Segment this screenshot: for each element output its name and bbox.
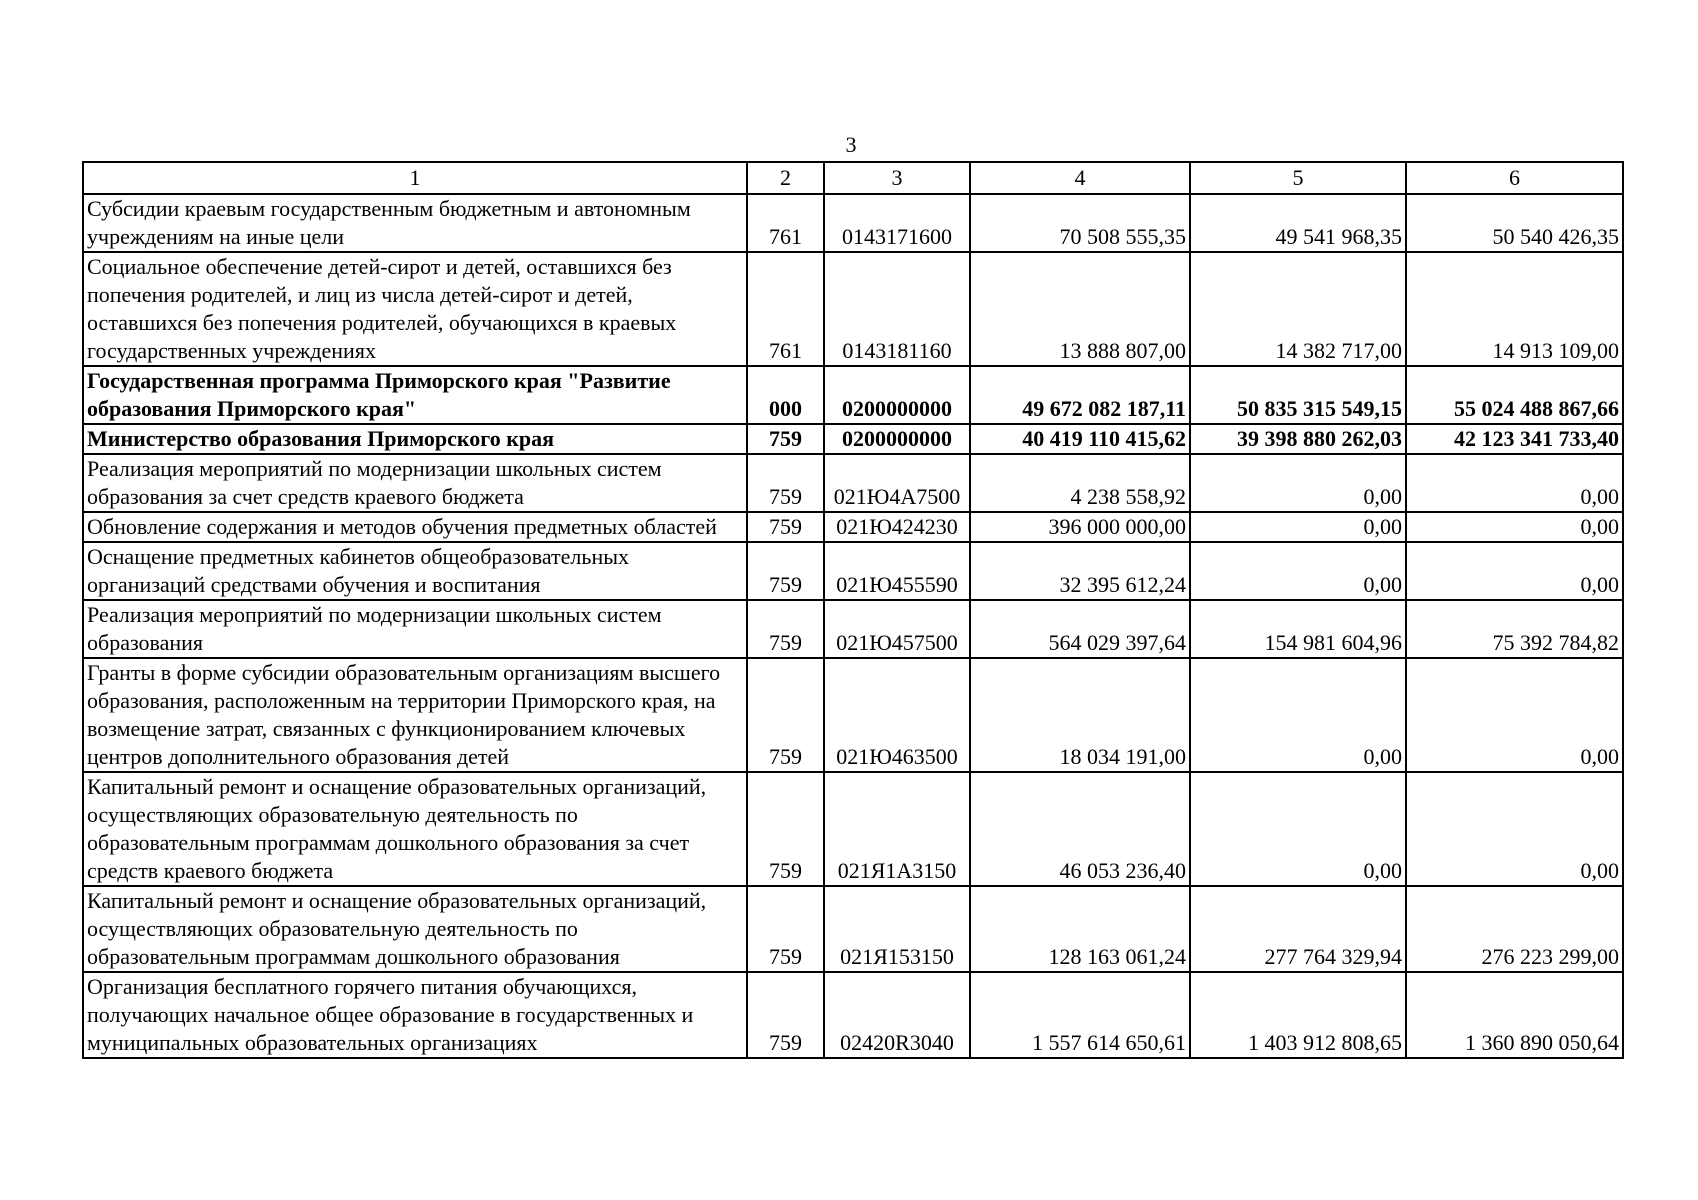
column-header: 6 [1406,162,1623,194]
target-article-code: 0143181160 [824,252,970,366]
department-code: 000 [747,366,824,424]
amount-col6: 0,00 [1406,542,1623,600]
table-row-total [83,424,1623,454]
amount-col5: 1 403 912 808,65 [1190,972,1406,1058]
item-name: Организация бесплатного горячего питания обучающихся, получающих начальное общее образование в государственных и муниципальных образовательных организациях [83,972,747,1058]
amount-col4: 18 034 191,00 [970,658,1190,772]
item-name: Государственная программа Приморского края "Развитие образования Приморского края" [83,366,747,424]
amount-col4: 4 238 558,92 [970,454,1190,512]
table-row [83,194,1623,252]
department-code: 759 [747,512,824,542]
amount-col5: 0,00 [1190,542,1406,600]
amount-col4: 396 000 000,00 [970,512,1190,542]
amount-col5: 49 541 968,35 [1190,194,1406,252]
column-header: 4 [970,162,1190,194]
target-article-code: 02420R3040 [824,972,970,1058]
item-name: Социальное обеспечение детей-сирот и детей, оставшихся без попечения родителей, и лиц из числа детей-сирот и детей, оставшихся без попечения родителей, обучающихся в краевых государственных учреждениях [83,252,747,366]
amount-col5: 0,00 [1190,658,1406,772]
amount-col4: 46 053 236,40 [970,772,1190,886]
amount-col6: 42 123 341 733,40 [1406,424,1623,454]
amount-col4: 70 508 555,35 [970,194,1190,252]
department-code: 761 [747,252,824,366]
target-article-code: 021Ю455590 [824,542,970,600]
amount-col5: 0,00 [1190,454,1406,512]
table-row [83,454,1623,512]
amount-col6: 55 024 488 867,66 [1406,366,1623,424]
item-name: Капитальный ремонт и оснащение образовательных организаций, осуществляющих образовательную деятельность по образовательным программам дошкольного образования [83,886,747,972]
amount-col6: 14 913 109,00 [1406,252,1623,366]
amount-col6: 0,00 [1406,454,1623,512]
item-name: Гранты в форме субсидии образовательным организациям высшего образования, расположенным на территории Приморского края, на возмещение затрат, связанных с функционированием ключевых центров дополнительного образования детей [83,658,747,772]
amount-col4: 13 888 807,00 [970,252,1190,366]
budget-table [82,161,1624,1059]
table-row [83,600,1623,658]
amount-col4: 564 029 397,64 [970,600,1190,658]
column-header: 1 [83,162,747,194]
table-row [83,252,1623,366]
column-header: 3 [824,162,970,194]
item-name: Субсидии краевым государственным бюджетным и автономным учреждениям на иные цели [83,194,747,252]
amount-col4: 40 419 110 415,62 [970,424,1190,454]
item-name: Оснащение предметных кабинетов общеобразовательных организаций средствами обучения и воспитания [83,542,747,600]
table-row [83,658,1623,772]
amount-col5: 0,00 [1190,772,1406,886]
amount-col4: 128 163 061,24 [970,886,1190,972]
table-row [83,972,1623,1058]
amount-col5: 39 398 880 262,03 [1190,424,1406,454]
column-number-row [83,162,1623,194]
amount-col6: 50 540 426,35 [1406,194,1623,252]
department-code: 759 [747,542,824,600]
target-article-code: 021Я153150 [824,886,970,972]
amount-col5: 154 981 604,96 [1190,600,1406,658]
target-article-code: 021Ю463500 [824,658,970,772]
amount-col6: 0,00 [1406,658,1623,772]
department-code: 759 [747,886,824,972]
department-code: 759 [747,424,824,454]
amount-col5: 14 382 717,00 [1190,252,1406,366]
item-name: Реализация мероприятий по модернизации школьных систем образования [83,600,747,658]
amount-col6: 276 223 299,00 [1406,886,1623,972]
target-article-code: 021Я1А3150 [824,772,970,886]
amount-col6: 0,00 [1406,772,1623,886]
target-article-code: 0200000000 [824,366,970,424]
department-code: 759 [747,600,824,658]
column-header: 2 [747,162,824,194]
department-code: 759 [747,658,824,772]
table-row [83,772,1623,886]
amount-col4: 49 672 082 187,11 [970,366,1190,424]
amount-col4: 32 395 612,24 [970,542,1190,600]
amount-col4: 1 557 614 650,61 [970,972,1190,1058]
amount-col6: 0,00 [1406,512,1623,542]
department-code: 759 [747,772,824,886]
amount-col5: 277 764 329,94 [1190,886,1406,972]
item-name: Капитальный ремонт и оснащение образовательных организаций, осуществляющих образовательную деятельность по образовательным программам дошкольного образования за счет средств краевого бюджета [83,772,747,886]
department-code: 761 [747,194,824,252]
department-code: 759 [747,454,824,512]
target-article-code: 0143171600 [824,194,970,252]
target-article-code: 021Ю4А7500 [824,454,970,512]
table-row-total [83,366,1623,424]
item-name: Обновление содержания и методов обучения предметных областей [83,512,747,542]
target-article-code: 0200000000 [824,424,970,454]
table-row [83,542,1623,600]
item-name: Реализация мероприятий по модернизации школьных систем образования за счет средств краевого бюджета [83,454,747,512]
table-row [83,886,1623,972]
amount-col6: 1 360 890 050,64 [1406,972,1623,1058]
amount-col6: 75 392 784,82 [1406,600,1623,658]
amount-col5: 50 835 315 549,15 [1190,366,1406,424]
target-article-code: 021Ю424230 [824,512,970,542]
amount-col5: 0,00 [1190,512,1406,542]
department-code: 759 [747,972,824,1058]
item-name: Министерство образования Приморского края [83,424,747,454]
table-row [83,512,1623,542]
column-header: 5 [1190,162,1406,194]
target-article-code: 021Ю457500 [824,600,970,658]
page-number: 3 [845,132,857,157]
